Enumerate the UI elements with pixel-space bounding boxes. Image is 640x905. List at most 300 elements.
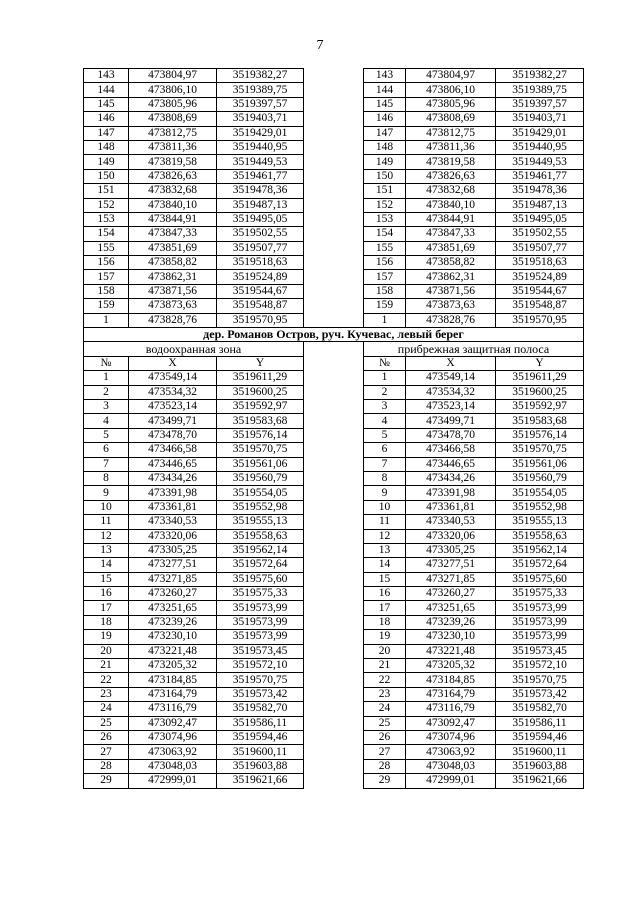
y-coordinate-cell: 3519600,25 — [217, 385, 304, 399]
y-coordinate-cell: 3519554,05 — [217, 486, 304, 500]
point-number-cell: 143 — [364, 69, 406, 83]
point-number-cell: 29 — [364, 774, 406, 788]
table-row — [84, 601, 584, 615]
point-number-cell: 151 — [84, 184, 129, 198]
table-row — [84, 716, 584, 730]
y-coordinate-cell: 3519561,06 — [217, 457, 304, 471]
column-gap — [304, 774, 364, 788]
table-row — [84, 126, 584, 140]
point-number-cell: 7 — [364, 457, 406, 471]
y-coordinate-cell: 3519573,99 — [496, 630, 584, 644]
x-coordinate-cell: 473221,48 — [129, 644, 217, 658]
column-gap — [304, 342, 364, 356]
table-row — [84, 515, 584, 529]
point-number-cell: 27 — [84, 745, 129, 759]
point-number-cell: 2 — [364, 385, 406, 399]
table-row — [84, 486, 584, 500]
column-gap — [304, 270, 364, 284]
table-row — [84, 227, 584, 241]
point-number-cell: 9 — [364, 486, 406, 500]
column-gap — [304, 716, 364, 730]
table-row — [84, 587, 584, 601]
y-coordinate-cell: 3519397,57 — [217, 97, 304, 111]
column-gap — [304, 356, 364, 370]
table-row — [84, 529, 584, 543]
y-coordinate-cell: 3519575,60 — [496, 572, 584, 586]
point-number-cell: 15 — [84, 572, 129, 586]
section-header — [84, 328, 584, 371]
y-coordinate-cell: 3519611,29 — [217, 371, 304, 385]
column-gap — [304, 515, 364, 529]
y-coordinate-cell: 3519594,46 — [217, 730, 304, 744]
column-gap — [304, 673, 364, 687]
y-coordinate-cell: 3519573,99 — [496, 615, 584, 629]
x-coordinate-cell: 473478,70 — [129, 428, 217, 442]
point-number-cell: 24 — [364, 702, 406, 716]
y-coordinate-cell: 3519524,89 — [496, 270, 584, 284]
table-row — [84, 615, 584, 629]
point-number-cell: 28 — [364, 759, 406, 773]
column-gap — [304, 414, 364, 428]
y-coordinate-cell: 3519611,29 — [496, 371, 584, 385]
y-coordinate-cell: 3519592,97 — [496, 399, 584, 413]
point-number-cell: 8 — [84, 471, 129, 485]
section-title: дер. Романов Остров, руч. Кучевас, левый берег — [84, 328, 584, 342]
table-row — [84, 155, 584, 169]
point-number-cell: 3 — [364, 399, 406, 413]
x-coordinate-cell: 473873,63 — [129, 299, 217, 313]
x-coordinate-cell: 473184,85 — [406, 673, 496, 687]
table-row — [84, 399, 584, 413]
table-row — [84, 630, 584, 644]
y-coordinate-cell: 3519507,77 — [217, 241, 304, 255]
x-coordinate-cell: 473239,26 — [406, 615, 496, 629]
point-number-cell: 154 — [84, 227, 129, 241]
point-number-cell: 24 — [84, 702, 129, 716]
column-gap — [304, 299, 364, 313]
point-number-cell: 5 — [84, 428, 129, 442]
y-coordinate-cell: 3519573,42 — [217, 687, 304, 701]
x-coordinate-cell: 473812,75 — [129, 126, 217, 140]
x-coordinate-cell: 473549,14 — [129, 371, 217, 385]
column-gap — [304, 169, 364, 183]
x-coordinate-cell: 473320,06 — [129, 529, 217, 543]
table-row — [84, 687, 584, 701]
y-coordinate-cell: 3519570,75 — [217, 443, 304, 457]
column-gap — [304, 97, 364, 111]
x-coordinate-cell: 473446,65 — [129, 457, 217, 471]
x-coordinate-cell: 473260,27 — [129, 587, 217, 601]
x-coordinate-cell: 473806,10 — [406, 83, 496, 97]
table-row — [84, 702, 584, 716]
column-gap — [304, 155, 364, 169]
x-coordinate-cell: 473858,82 — [129, 256, 217, 270]
x-coordinate-cell: 473832,68 — [406, 184, 496, 198]
table-row — [84, 112, 584, 126]
upper-rows — [84, 69, 584, 328]
point-number-cell: 17 — [364, 601, 406, 615]
y-coordinate-cell: 3519487,13 — [496, 198, 584, 212]
x-coordinate-cell: 473805,96 — [406, 97, 496, 111]
table-row — [84, 443, 584, 457]
table-row — [84, 457, 584, 471]
x-coordinate-cell: 473808,69 — [406, 112, 496, 126]
x-coordinate-cell: 473063,92 — [406, 745, 496, 759]
point-number-cell: 29 — [84, 774, 129, 788]
x-coordinate-cell: 473862,31 — [129, 270, 217, 284]
column-gap — [304, 659, 364, 673]
y-coordinate-cell: 3519518,63 — [217, 256, 304, 270]
point-number-cell: 153 — [364, 212, 406, 226]
point-number-cell: 15 — [364, 572, 406, 586]
table-row — [84, 673, 584, 687]
x-coordinate-cell: 473826,63 — [129, 169, 217, 183]
point-number-cell: 12 — [84, 529, 129, 543]
y-coordinate-cell: 3519555,13 — [496, 515, 584, 529]
y-coordinate-cell: 3519558,63 — [496, 529, 584, 543]
x-coordinate-cell: 473499,71 — [129, 414, 217, 428]
x-coordinate-cell: 473340,53 — [129, 515, 217, 529]
table-row — [84, 83, 584, 97]
x-coordinate-cell: 473074,96 — [406, 730, 496, 744]
point-number-cell: 19 — [364, 630, 406, 644]
point-number-cell: 21 — [84, 659, 129, 673]
y-coordinate-cell: 3519461,77 — [217, 169, 304, 183]
point-number-cell: 22 — [364, 673, 406, 687]
y-coordinate-cell: 3519548,87 — [496, 299, 584, 313]
point-number-cell: 145 — [84, 97, 129, 111]
point-number-cell: 23 — [364, 687, 406, 701]
y-coordinate-cell: 3519382,27 — [496, 69, 584, 83]
y-coordinate-cell: 3519552,98 — [496, 500, 584, 514]
y-coordinate-cell: 3519582,70 — [496, 702, 584, 716]
point-number-cell: 25 — [84, 716, 129, 730]
x-coordinate-cell: 473205,32 — [129, 659, 217, 673]
y-coordinate-cell: 3519573,99 — [217, 630, 304, 644]
x-coordinate-cell: 473804,97 — [129, 69, 217, 83]
point-number-cell: 143 — [84, 69, 129, 83]
point-number-cell: 22 — [84, 673, 129, 687]
y-coordinate-cell: 3519600,25 — [496, 385, 584, 399]
x-coordinate-cell: 473305,25 — [129, 543, 217, 557]
point-number-cell: 157 — [84, 270, 129, 284]
x-coordinate-cell: 473164,79 — [129, 687, 217, 701]
table-row — [84, 543, 584, 557]
x-coordinate-cell: 473063,92 — [129, 745, 217, 759]
x-coordinate-cell: 473271,85 — [406, 572, 496, 586]
y-coordinate-cell: 3519562,14 — [217, 543, 304, 557]
point-number-cell: 144 — [364, 83, 406, 97]
y-coordinate-cell: 3519552,98 — [217, 500, 304, 514]
column-gap — [304, 184, 364, 198]
point-number-cell: 155 — [84, 241, 129, 255]
x-coordinate-cell: 473221,48 — [406, 644, 496, 658]
column-gap — [304, 112, 364, 126]
point-number-cell: 4 — [84, 414, 129, 428]
col-header-y: Y — [217, 356, 304, 370]
table-row — [84, 572, 584, 586]
table-row — [84, 256, 584, 270]
x-coordinate-cell: 473391,98 — [406, 486, 496, 500]
column-gap — [304, 399, 364, 413]
point-number-cell: 12 — [364, 529, 406, 543]
x-coordinate-cell: 473851,69 — [406, 241, 496, 255]
y-coordinate-cell: 3519548,87 — [217, 299, 304, 313]
y-coordinate-cell: 3519570,75 — [496, 443, 584, 457]
y-coordinate-cell: 3519558,63 — [217, 529, 304, 543]
y-coordinate-cell: 3519592,97 — [217, 399, 304, 413]
y-coordinate-cell: 3519570,95 — [217, 313, 304, 327]
column-gap — [304, 702, 364, 716]
x-coordinate-cell: 473806,10 — [129, 83, 217, 97]
point-number-cell: 4 — [364, 414, 406, 428]
column-gap — [304, 471, 364, 485]
point-number-cell: 146 — [84, 112, 129, 126]
y-coordinate-cell: 3519487,13 — [217, 198, 304, 212]
point-number-cell: 2 — [84, 385, 129, 399]
table-row — [84, 241, 584, 255]
table-row — [84, 745, 584, 759]
x-coordinate-cell: 473048,03 — [406, 759, 496, 773]
column-gap — [304, 759, 364, 773]
table-row — [84, 97, 584, 111]
column-gap — [304, 69, 364, 83]
x-coordinate-cell: 473466,58 — [406, 443, 496, 457]
y-coordinate-cell: 3519572,10 — [496, 659, 584, 673]
point-number-cell: 156 — [84, 256, 129, 270]
x-coordinate-cell: 473832,68 — [129, 184, 217, 198]
point-number-cell: 17 — [84, 601, 129, 615]
table-row — [84, 471, 584, 485]
y-coordinate-cell: 3519440,95 — [217, 140, 304, 154]
y-coordinate-cell: 3519570,75 — [496, 673, 584, 687]
point-number-cell: 20 — [364, 644, 406, 658]
x-coordinate-cell: 473826,63 — [406, 169, 496, 183]
x-coordinate-cell: 473239,26 — [129, 615, 217, 629]
point-number-cell: 10 — [364, 500, 406, 514]
y-coordinate-cell: 3519461,77 — [496, 169, 584, 183]
x-coordinate-cell: 473277,51 — [406, 558, 496, 572]
y-coordinate-cell: 3519570,95 — [496, 313, 584, 327]
x-coordinate-cell: 473361,81 — [129, 500, 217, 514]
x-coordinate-cell: 473230,10 — [129, 630, 217, 644]
x-coordinate-cell: 473862,31 — [406, 270, 496, 284]
y-coordinate-cell: 3519572,64 — [217, 558, 304, 572]
point-number-cell: 14 — [84, 558, 129, 572]
x-coordinate-cell: 473391,98 — [129, 486, 217, 500]
point-number-cell: 156 — [364, 256, 406, 270]
x-coordinate-cell: 473092,47 — [406, 716, 496, 730]
table-row — [84, 414, 584, 428]
col-header-y: Y — [496, 356, 584, 370]
table-row — [84, 69, 584, 83]
x-coordinate-cell: 473478,70 — [406, 428, 496, 442]
point-number-cell: 9 — [84, 486, 129, 500]
x-coordinate-cell: 473434,26 — [129, 471, 217, 485]
column-gap — [304, 486, 364, 500]
y-coordinate-cell: 3519502,55 — [496, 227, 584, 241]
y-coordinate-cell: 3519575,60 — [217, 572, 304, 586]
x-coordinate-cell: 473808,69 — [129, 112, 217, 126]
column-gap — [304, 687, 364, 701]
point-number-cell: 27 — [364, 745, 406, 759]
y-coordinate-cell: 3519403,71 — [217, 112, 304, 126]
x-coordinate-cell: 473819,58 — [406, 155, 496, 169]
point-number-cell: 13 — [84, 543, 129, 557]
point-number-cell: 28 — [84, 759, 129, 773]
x-coordinate-cell: 473230,10 — [406, 630, 496, 644]
column-gap — [304, 630, 364, 644]
point-number-cell: 18 — [84, 615, 129, 629]
point-number-cell: 25 — [364, 716, 406, 730]
column-gap — [304, 500, 364, 514]
point-number-cell: 1 — [364, 313, 406, 327]
table-row — [84, 313, 584, 327]
col-header-x: X — [406, 356, 496, 370]
column-gap — [304, 529, 364, 543]
y-coordinate-cell: 3519382,27 — [217, 69, 304, 83]
y-coordinate-cell: 3519582,70 — [217, 702, 304, 716]
point-number-cell: 18 — [364, 615, 406, 629]
table-row — [84, 428, 584, 442]
point-number-cell: 157 — [364, 270, 406, 284]
x-coordinate-cell: 473523,14 — [129, 399, 217, 413]
x-coordinate-cell: 473840,10 — [129, 198, 217, 212]
y-coordinate-cell: 3519507,77 — [496, 241, 584, 255]
x-coordinate-cell: 473844,91 — [129, 212, 217, 226]
x-coordinate-cell: 473466,58 — [129, 443, 217, 457]
table-row — [84, 184, 584, 198]
x-coordinate-cell: 472999,01 — [406, 774, 496, 788]
y-coordinate-cell: 3519573,42 — [496, 687, 584, 701]
x-coordinate-cell: 473446,65 — [406, 457, 496, 471]
x-coordinate-cell: 473828,76 — [406, 313, 496, 327]
lower-rows — [84, 371, 584, 788]
point-number-cell: 23 — [84, 687, 129, 701]
x-coordinate-cell: 473499,71 — [406, 414, 496, 428]
column-gap — [304, 227, 364, 241]
coastal-protection-strip-title: прибрежная защитная полоса — [364, 342, 584, 356]
y-coordinate-cell: 3519573,45 — [217, 644, 304, 658]
y-coordinate-cell: 3519495,05 — [217, 212, 304, 226]
column-gap — [304, 256, 364, 270]
x-coordinate-cell: 473804,97 — [406, 69, 496, 83]
point-number-cell: 21 — [364, 659, 406, 673]
point-number-cell: 147 — [84, 126, 129, 140]
x-coordinate-cell: 473858,82 — [406, 256, 496, 270]
y-coordinate-cell: 3519583,68 — [496, 414, 584, 428]
x-coordinate-cell: 473847,33 — [129, 227, 217, 241]
table-row — [84, 558, 584, 572]
y-coordinate-cell: 3519572,64 — [496, 558, 584, 572]
y-coordinate-cell: 3519449,53 — [217, 155, 304, 169]
column-gap — [304, 241, 364, 255]
y-coordinate-cell: 3519397,57 — [496, 97, 584, 111]
column-gap — [304, 126, 364, 140]
col-header-number: № — [364, 356, 406, 370]
x-coordinate-cell: 473811,36 — [129, 140, 217, 154]
x-coordinate-cell: 473811,36 — [406, 140, 496, 154]
y-coordinate-cell: 3519560,79 — [217, 471, 304, 485]
y-coordinate-cell: 3519495,05 — [496, 212, 584, 226]
point-number-cell: 144 — [84, 83, 129, 97]
y-coordinate-cell: 3519524,89 — [217, 270, 304, 284]
x-coordinate-cell: 473871,56 — [129, 284, 217, 298]
col-header-x: X — [129, 356, 217, 370]
point-number-cell: 146 — [364, 112, 406, 126]
x-coordinate-cell: 473844,91 — [406, 212, 496, 226]
column-gap — [304, 198, 364, 212]
water-protection-zone-title: водоохранная зона — [84, 342, 304, 356]
y-coordinate-cell: 3519600,11 — [496, 745, 584, 759]
x-coordinate-cell: 473871,56 — [406, 284, 496, 298]
x-coordinate-cell: 473116,79 — [129, 702, 217, 716]
x-coordinate-cell: 473819,58 — [129, 155, 217, 169]
y-coordinate-cell: 3519576,14 — [217, 428, 304, 442]
table-row — [84, 299, 584, 313]
point-number-cell: 158 — [84, 284, 129, 298]
point-number-cell: 147 — [364, 126, 406, 140]
x-coordinate-cell: 473305,25 — [406, 543, 496, 557]
x-coordinate-cell: 473812,75 — [406, 126, 496, 140]
table-row — [84, 730, 584, 744]
point-number-cell: 155 — [364, 241, 406, 255]
column-gap — [304, 572, 364, 586]
column-gap — [304, 83, 364, 97]
x-coordinate-cell: 473873,63 — [406, 299, 496, 313]
y-coordinate-cell: 3519573,99 — [217, 601, 304, 615]
table-row — [84, 659, 584, 673]
point-number-cell: 5 — [364, 428, 406, 442]
y-coordinate-cell: 3519449,53 — [496, 155, 584, 169]
y-coordinate-cell: 3519478,36 — [217, 184, 304, 198]
x-coordinate-cell: 473549,14 — [406, 371, 496, 385]
y-coordinate-cell: 3519573,99 — [496, 601, 584, 615]
y-coordinate-cell: 3519600,11 — [217, 745, 304, 759]
point-number-cell: 11 — [364, 515, 406, 529]
point-number-cell: 10 — [84, 500, 129, 514]
column-gap — [304, 457, 364, 471]
x-coordinate-cell: 473851,69 — [129, 241, 217, 255]
y-coordinate-cell: 3519554,05 — [496, 486, 584, 500]
x-coordinate-cell: 473805,96 — [129, 97, 217, 111]
point-number-cell: 1 — [364, 371, 406, 385]
x-coordinate-cell: 473534,32 — [129, 385, 217, 399]
table-row — [84, 385, 584, 399]
table-row — [84, 169, 584, 183]
y-coordinate-cell: 3519586,11 — [217, 716, 304, 730]
y-coordinate-cell: 3519586,11 — [496, 716, 584, 730]
column-gap — [304, 730, 364, 744]
x-coordinate-cell: 473434,26 — [406, 471, 496, 485]
point-number-cell: 149 — [84, 155, 129, 169]
table-row — [84, 140, 584, 154]
x-coordinate-cell: 473205,32 — [406, 659, 496, 673]
y-coordinate-cell: 3519575,33 — [217, 587, 304, 601]
table-row — [84, 371, 584, 385]
point-number-cell: 148 — [364, 140, 406, 154]
y-coordinate-cell: 3519561,06 — [496, 457, 584, 471]
y-coordinate-cell: 3519518,63 — [496, 256, 584, 270]
column-gap — [304, 745, 364, 759]
x-coordinate-cell: 473092,47 — [129, 716, 217, 730]
y-coordinate-cell: 3519603,88 — [217, 759, 304, 773]
point-number-cell: 26 — [364, 730, 406, 744]
point-number-cell: 13 — [364, 543, 406, 557]
point-number-cell: 159 — [84, 299, 129, 313]
table-row — [84, 774, 584, 788]
y-coordinate-cell: 3519544,67 — [217, 284, 304, 298]
